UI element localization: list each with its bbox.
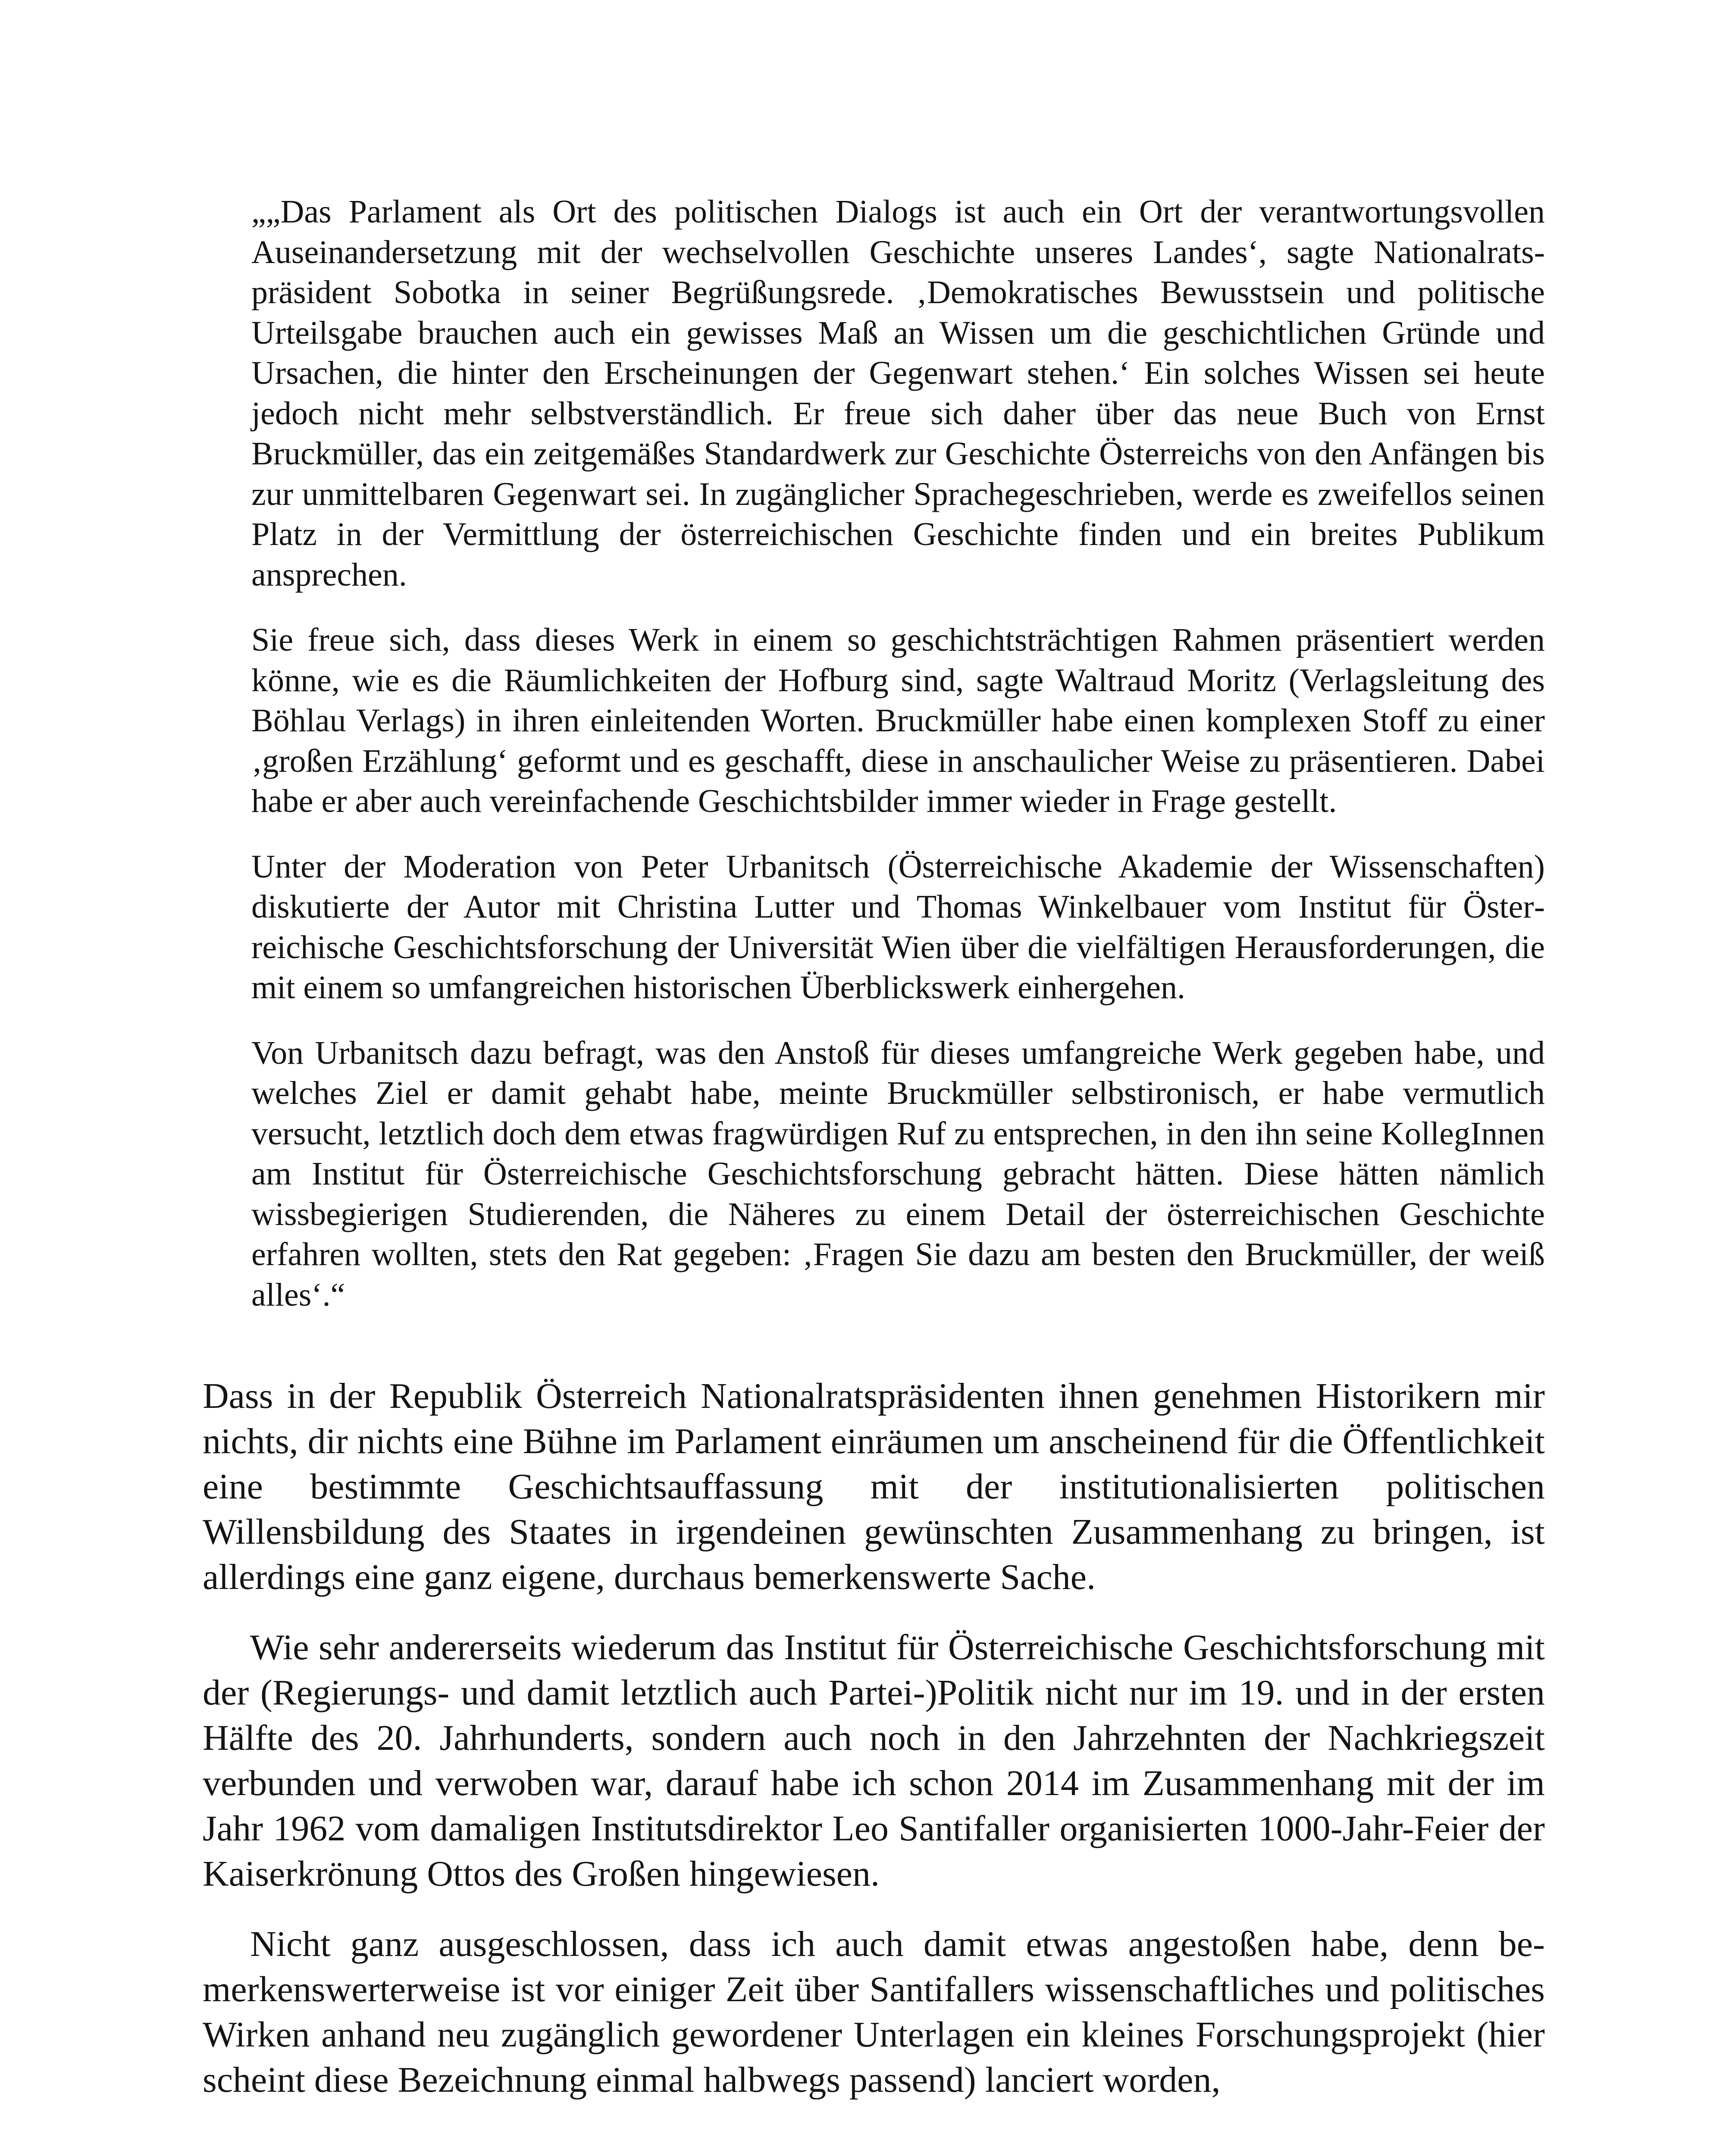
quote-paragraph-1: „„Das Parlament als Ort des politischen Dialogs ist auch ein Ort der verantwortungsvollen Auseinandersetzung mit der wechselvollen Geschichte unseres Landes‘, sagte Nationalratspräsident Sobotka in seiner Begrüßungsrede. ‚Demokratisches Bewusstsein und politische Urteilsgabe brauchen auch ein gewisses Maß an Wissen um die geschichtlichen Gründe und Ursachen, die hinter den Erscheinungen der Gegenwart stehen.‘ Ein solches Wissen sei heute jedoch nicht mehr selbstverständlich. Er freue sich daher über das neue Buch von Ernst Bruckmüller, das ein zeitgemäßes Standardwerk zur Geschichte Österreichs von den Anfängen bis zur unmittelbaren Gegenwart sei. In zugänglicher Sprachegeschrieben, werde es zweifellos seinen Platz in der Vermittlung der österreichischen Geschichte finden und ein breites Publikum ansprechen. — [251, 194, 1545, 593]
body-paragraph-3: Nicht ganz ausgeschlossen, dass ich auch damit etwas angestoßen habe, denn bemerkenswerterweise ist vor einiger Zeit über Santifallers wissenschaftliches und politisches Wirken anhand neu zugänglich gewordener Unterlagen ein kleines Forschungsprojekt (hier scheint diese Bezeichnung einmal halbwegs passend) lanciert worden, — [203, 1924, 1545, 2100]
quote-paragraph-4: Von Urbanitsch dazu befragt, was den Anstoß für dieses umfangreiche Werk gegeben habe, und welches Ziel er damit gehabt habe, meinte Bruckmüller selbstironisch, er habe vermutlich versucht, letztlich doch dem etwas fragwürdigen Ruf zu entsprechen, in den ihn seine KollegInnen am Institut für Österreichische Geschichtsforschung gebracht hätten. Diese hätten nämlich wissbegierigen Studierenden, die Näheres zu einem Detail der österreichischen Geschichte erfahren wollten, stets den Rat gegeben: ‚Fragen Sie dazu am besten den Bruckmüller, der weiß alles‘.“ — [251, 1034, 1545, 1313]
quote-paragraph-3: Unter der Moderation von Peter Urbanitsch (Österreichische Akademie der Wissenschaften) diskutierte der Autor mit Christina Lutter und Thomas Winkelbauer vom Institut für Österreichische Geschichtsforschung der Universität Wien über die vielfältigen Herausforderungen, die mit einem so umfangreichen historischen Überblickswerk einhergehen. — [251, 848, 1545, 1006]
block-quote — [251, 192, 1545, 1340]
body-paragraph-1: Dass in der Republik Österreich Nationalratspräsidenten ihnen genehmen Historikern mir nichts, dir nichts eine Bühne im Parlament einräumen um anscheinend für die Öffentlichkeit eine bestimmte Geschichtsauffassung mit der institutionalisierten politischen Willensbildung des Staates in irgendeinen gewünschten Zusammenhang zu bringen, ist allerdings eine ganz eigene, durchaus bemerkenswerte Sache. — [203, 1376, 1545, 1597]
quote-paragraph-2: Sie freue sich, dass dieses Werk in einem so geschichtsträchtigen Rahmen präsentiert werden könne, wie es die Räumlichkeiten der Hofburg sind, sagte Waltraud Moritz (Verlagsleitung des Böhlau Verlags) in ihren einleitenden Worten. Bruckmüller habe einen komplexen Stoff zu einer ‚großen Erzählung‘ geformt und es geschafft, diese in anschaulicher Weise zu präsentieren. Dabei habe er aber auch vereinfachende Geschichtsbilder immer wieder in Frage gestellt. — [251, 622, 1545, 819]
body-paragraph-2: Wie sehr andererseits wiederum das Institut für Österreichische Geschichtsforschung mit der (Regierungs- und damit letztlich auch Partei-)Politik nicht nur im 19. und in der ersten Hälfte des 20. Jahrhunderts, sondern auch noch in den Jahrzehnten der Nachkriegszeit verbunden und verwoben war, darauf habe ich schon 2014 im Zusammenhang mit der im Jahr 1962 vom damaligen Institutsdirektor Leo Santifaller organisierten 1000-Jahr-Feier der Kaiserkrönung Ottos des Großen hingewiesen. — [203, 1627, 1545, 1894]
body-text — [203, 1373, 1545, 2128]
